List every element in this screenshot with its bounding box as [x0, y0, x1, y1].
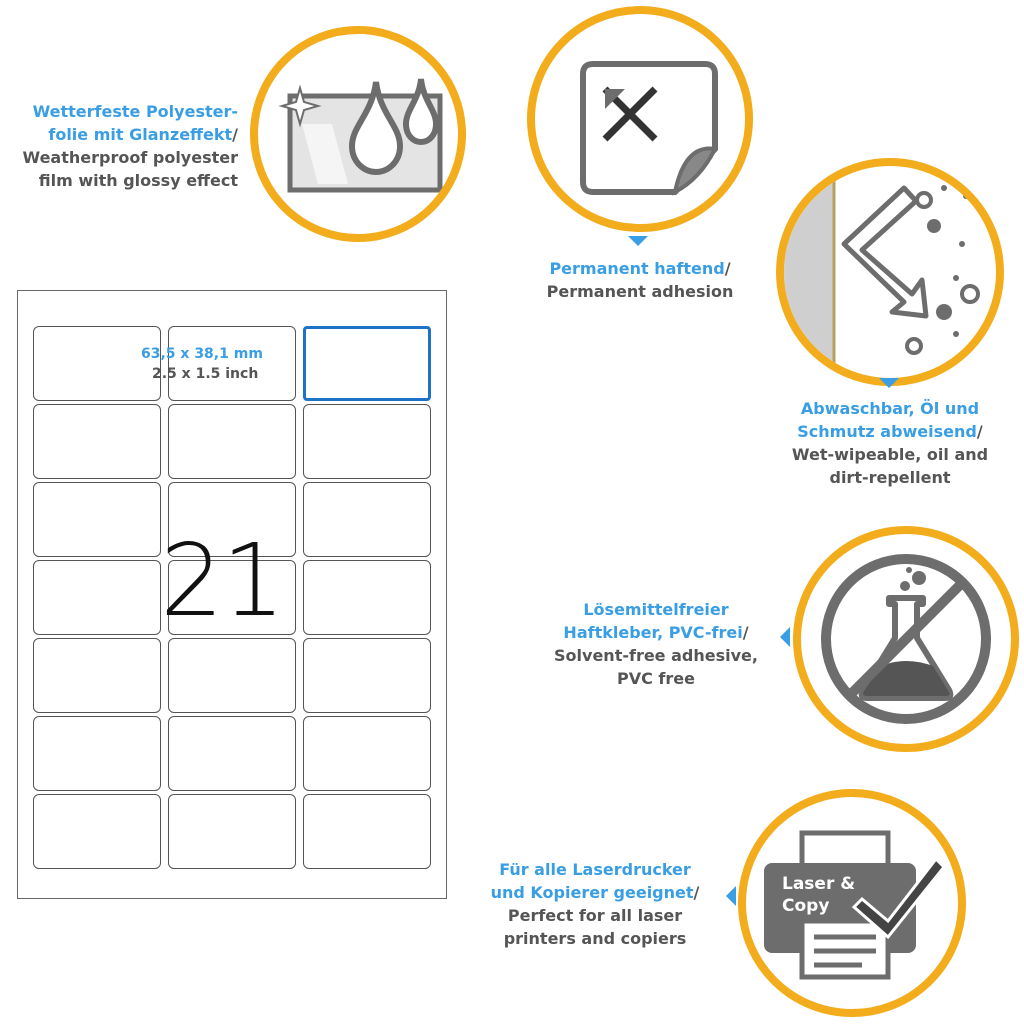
label-cell — [33, 560, 161, 635]
highlighted-label — [303, 326, 431, 401]
laser-pointer — [726, 886, 736, 906]
label-cell — [303, 560, 431, 635]
weatherproof-de-line2: folie mit Glanzeffekt — [48, 125, 233, 144]
label-cell — [303, 794, 431, 869]
label-cell — [168, 638, 296, 713]
solvent-pointer — [780, 627, 790, 647]
solvent-en-line1: Solvent-free adhesive, — [554, 646, 758, 665]
washable-de-line2: Schmutz abweisend — [797, 422, 977, 441]
laser-en-line2: printers and copiers — [503, 929, 687, 948]
permanent-pointer — [628, 236, 648, 246]
label-cell — [33, 794, 161, 869]
label-cell — [303, 638, 431, 713]
label-cell — [33, 326, 161, 401]
weatherproof-en-line2: film with glossy effect — [38, 171, 238, 190]
laser-en-line1: Perfect for all laser — [507, 906, 683, 925]
solvent-caption: Lösemittelfreier Haftkleber, PVC-frei/ Solvent-free adhesive, PVC free — [536, 598, 776, 690]
weatherproof-circle — [250, 26, 466, 242]
label-cell — [33, 638, 161, 713]
label-cell — [303, 482, 431, 557]
laser-circle — [738, 789, 966, 1017]
washable-caption: Abwaschbar, Öl und Schmutz abweisend/ Wet-wipeable, oil and dirt-repellent — [770, 397, 1010, 489]
solvent-de-line2: Haftkleber, PVC-frei — [563, 623, 743, 642]
peel-label-icon — [535, 14, 745, 224]
washable-circle — [776, 158, 1004, 386]
permanent-circle — [527, 6, 753, 232]
laser-de-line1: Für alle Laserdrucker — [499, 860, 691, 879]
label-cell — [33, 716, 161, 791]
label-cell — [168, 404, 296, 479]
weatherproof-caption: Wetterfeste Polyester- folie mit Glanzeffekt/ Weatherproof polyester film with glossy effect — [2, 100, 238, 192]
laser-icon-text-1: Laser & — [782, 874, 856, 894]
weatherproof-en-line1: Weatherproof polyester — [22, 148, 238, 167]
weatherproof-de-line1: Wetterfeste Polyester- — [32, 102, 238, 121]
washable-pointer — [879, 378, 899, 388]
label-size-metric: 63,5 x 38,1 mm — [141, 346, 263, 362]
label-size-imperial: 2.5 x 1.5 inch — [152, 366, 259, 382]
washable-de-line1: Abwaschbar, Öl und — [800, 399, 980, 418]
solvent-circle — [793, 526, 1019, 752]
permanent-en: Permanent adhesion — [546, 282, 734, 301]
laser-icon-text-2: Copy — [782, 896, 830, 916]
label-cell — [168, 794, 296, 869]
label-count: 21 — [160, 522, 284, 639]
solvent-de-line1: Lösemittelfreier — [583, 600, 729, 619]
label-cell — [168, 716, 296, 791]
laser-caption: Für alle Laserdrucker und Kopierer geeignet/ Perfect for all laser printers and copiers — [470, 858, 720, 950]
label-cell — [303, 716, 431, 791]
water-drops-icon — [258, 34, 458, 234]
laser-de-line2: und Kopierer geeignet — [490, 883, 694, 902]
permanent-caption: Permanent haftend/ Permanent adhesion — [520, 257, 760, 303]
permanent-de: Permanent haftend — [549, 259, 725, 278]
label-cell — [303, 404, 431, 479]
washable-en-line2: dirt-repellent — [829, 468, 951, 487]
no-chemicals-icon — [801, 534, 1011, 744]
washable-en-line1: Wet-wipeable, oil and — [791, 445, 989, 464]
printer-check-icon — [746, 797, 958, 1009]
label-cell — [33, 404, 161, 479]
dirt-repellent-icon — [784, 166, 996, 378]
solvent-en-line2: PVC free — [617, 669, 695, 688]
label-cell — [33, 482, 161, 557]
label-cell — [168, 326, 296, 401]
